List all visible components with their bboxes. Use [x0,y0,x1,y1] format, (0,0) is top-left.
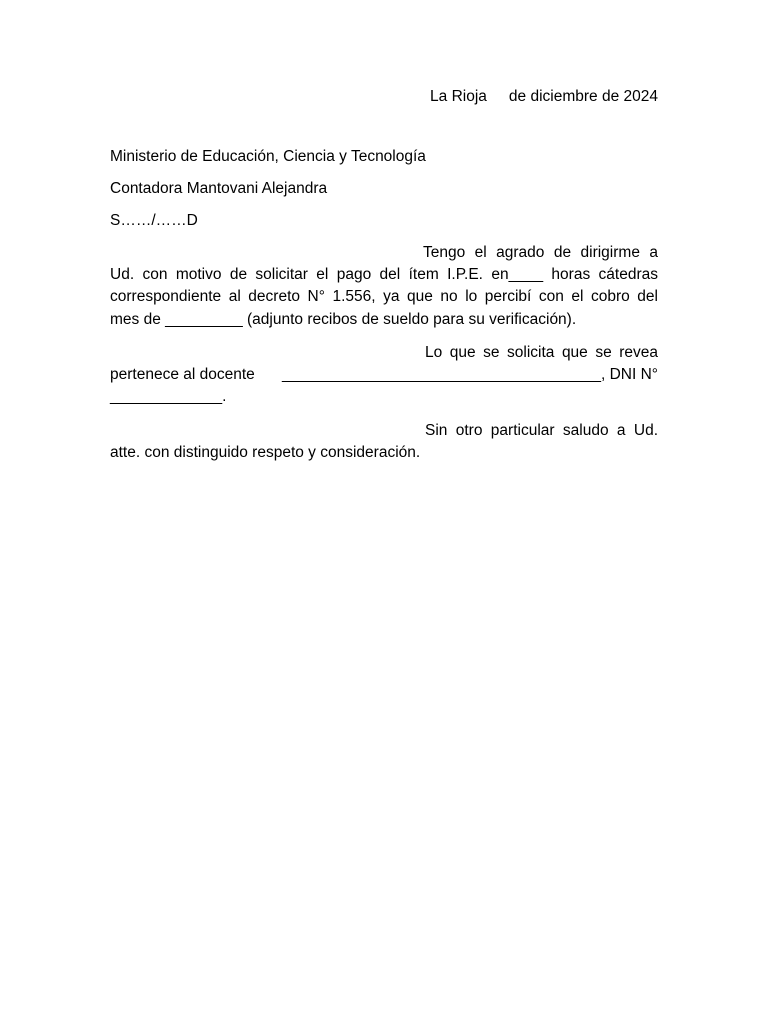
p2-line-2 [110,364,658,386]
p1-line-4: mes de _________ (adjunto recibos de sueldo para su verificación). [110,311,577,328]
p1-line-1: Tengo el agrado de dirigirme a [423,244,658,261]
docente-label: pertenece al docente [110,366,255,383]
p1-line-3: correspondiente al decreto N° 1.556, ya que no lo percibí con el cobro del [110,288,658,305]
p3-line-1: Sin otro particular saludo a Ud. [425,422,658,439]
p2-line-3: _____________. [110,388,227,405]
recipient-name: Contadora Mantovani Alejandra [110,180,328,197]
salutation: S……/……D [110,212,198,229]
p2-line-1: Lo que se solicita que se revea [425,344,658,361]
p1-line-2: Ud. con motivo de solicitar el pago del ítem I.P.E. en____ horas cátedras [110,266,658,283]
place-text: La Rioja [430,88,487,105]
date-line [110,86,658,108]
ministry-line: Ministerio de Educación, Ciencia y Tecnología [110,148,426,165]
docente-blank-dni: _____________________________________, DNI N° [282,366,658,383]
p3-line-2: atte. con distinguido respeto y consideración. [110,444,421,461]
date-text: de diciembre de 2024 [508,88,658,105]
